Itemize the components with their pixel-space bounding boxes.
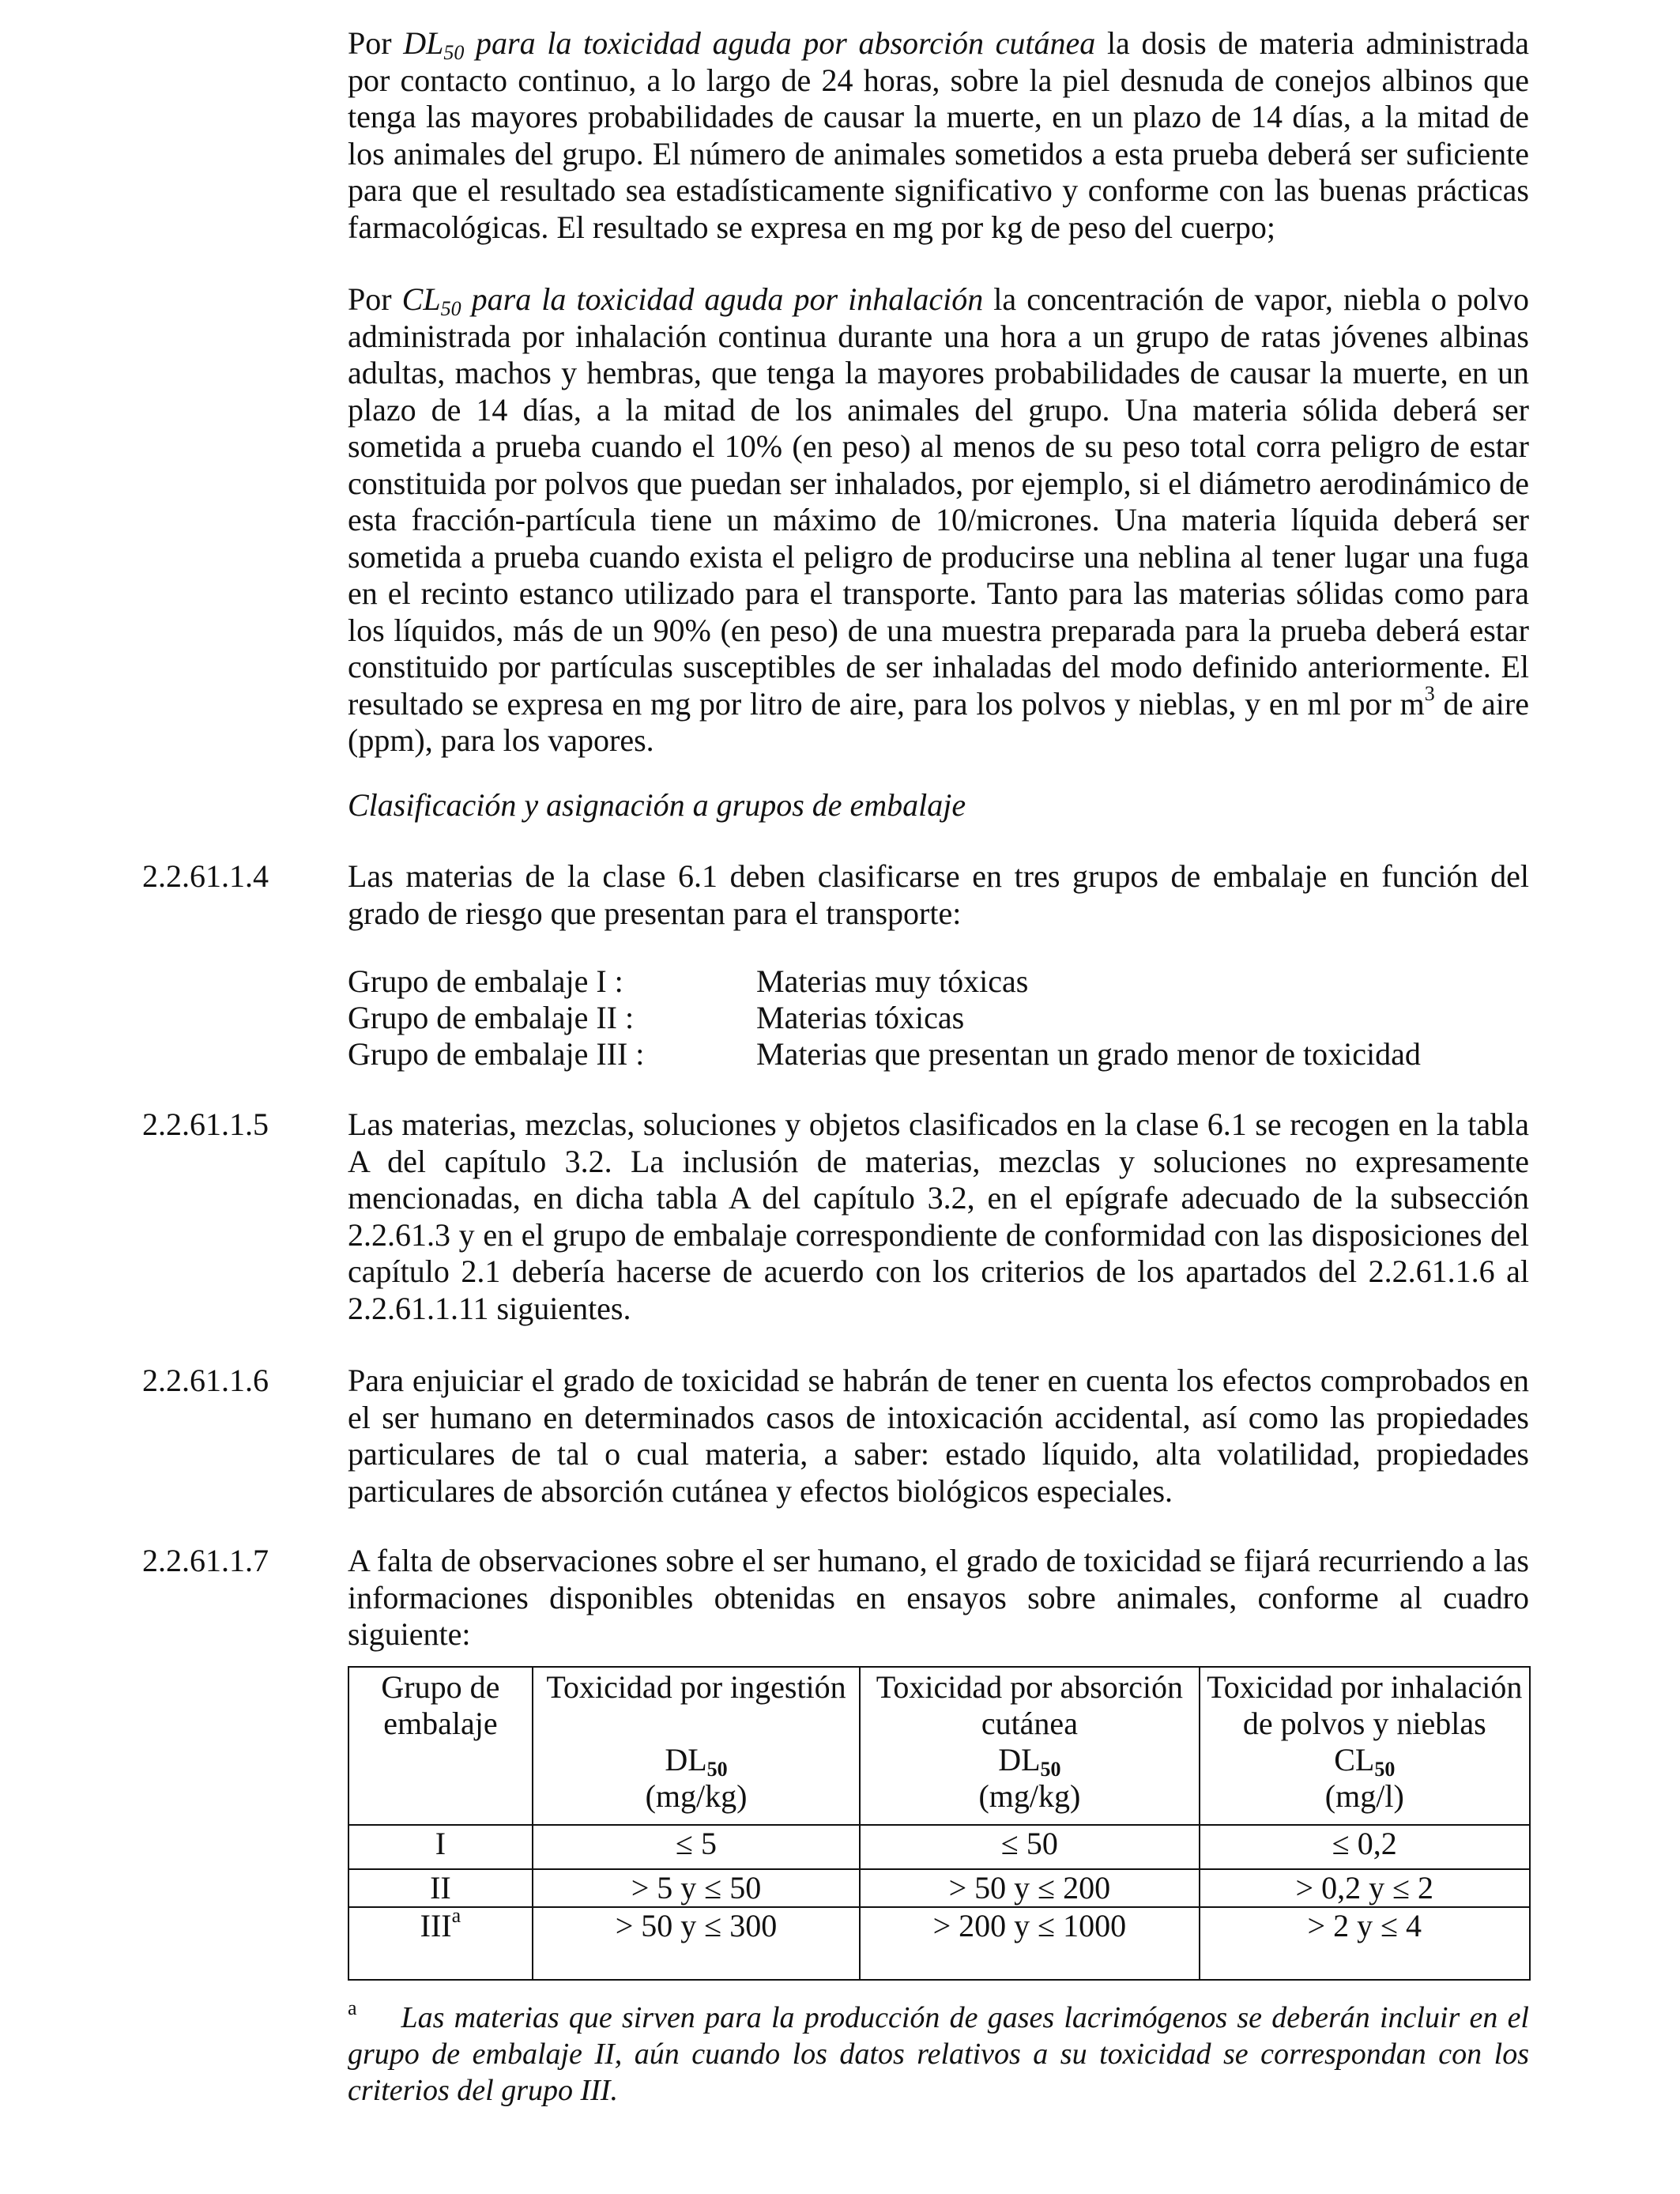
cl50-term-main: CL [401, 281, 441, 317]
cell-group-footnote-mark: a [451, 1904, 461, 1927]
section-number-2-2-61-1-5: 2.2.61.1.5 [142, 1106, 269, 1142]
section-text-2-2-61-1-5: Las materias, mezclas, soluciones y objetos clasificados en la clase 6.1 se recogen en la tabla A del capítulo 3.2. La inclusión de materias, mezclas y soluciones no expresamente mencionadas, en dicha tabla A del capítulo 3.2, en el epígrafe adecuado de la subsección 2.2.61.3 y en el grupo de embalaje correspondiente de conformidad con las disposiciones del capítulo 2.1 debería hacerse de acuerdo con los criterios de los apartados del 2.2.61.1.6 al 2.2.61.1.11 siguientes. [348, 1106, 1529, 1326]
cl50-body-end: de aire (ppm), para los vapores. [348, 685, 1529, 758]
cell-ingestion: > 5 y ≤ 50 [533, 1869, 860, 1907]
header-packing-group-line1: Grupo de [381, 1669, 500, 1705]
cell-group [348, 1904, 533, 1980]
footnote-text: Las materias que sirven para la producción de gases lacrimógenos se deberán incluir en el grupo de embalaje II, aún cuando los datos relativos a su toxicidad se correspondan con los criterios del grupo III. [348, 2001, 1529, 2107]
cell-group: II [348, 1869, 533, 1907]
header-dermal-sub: 50 [1040, 1758, 1061, 1781]
cell-dermal: > 50 y ≤ 200 [860, 1869, 1199, 1907]
packing-group-desc-2: Materias tóxicas [756, 1000, 965, 1035]
header-ingestion-unit: (mg/kg) [645, 1778, 748, 1814]
dl50-lead: Por [348, 25, 404, 61]
header-ingestion-line1: Toxicidad por ingestión [546, 1669, 846, 1705]
table-header-row [348, 1667, 1530, 1825]
header-ingestion-spacer [533, 1706, 859, 1742]
header-inhalation-sub: 50 [1374, 1758, 1396, 1781]
packing-group-label-3: Grupo de embalaje III : [348, 1036, 645, 1072]
cl50-term-rest: para la toxicidad aguda por inhalación [461, 281, 984, 317]
cell-inhalation: > 2 y ≤ 4 [1200, 1907, 1530, 1980]
packing-group-label-2: Grupo de embalaje II : [348, 1000, 635, 1035]
section-heading: Clasificación y asignación a grupos de embalaje [348, 787, 966, 823]
section-number-2-2-61-1-7: 2.2.61.1.7 [142, 1543, 269, 1578]
header-inhalation-symbol [1200, 1742, 1529, 1781]
header-inhalation-line2: de polvos y nieblas [1242, 1706, 1486, 1741]
header-dermal-symbol [861, 1742, 1198, 1781]
header-ingestion [533, 1667, 860, 1825]
cell-inhalation: > 0,2 y ≤ 2 [1200, 1869, 1530, 1907]
table-row [348, 1907, 1530, 1980]
dl50-term-sub: 50 [443, 41, 465, 64]
dl50-term-rest: para la toxicidad aguda por absorción cutánea [464, 25, 1096, 61]
cl50-body: la concentración de vapor, niebla o polvo administrada por inhalación continua durante una hora a un grupo de ratas jóvenes albinas adultas, machos y hembras, que tenga la mayores probabilidades de causar la muerte, en un plazo de 14 días, a la mitad de los animales del grupo. Una materia sólida deberá ser sometida a prueba cuando el 10% (en peso) al menos de su peso total corra peligro de estar constituida por polvos que puedan ser inhalados, por ejemplo, si el diámetro aerodinámico de esta fracción-partícula tiene un máximo de 10/micrones. Una materia líquida deberá ser sometida a prueba cuando exista el peligro de producirse una neblina al tener lugar una fuga en el recinto estanco utilizado para el transporte. Tanto para las materias sólidas como para los líquidos, más de un 90% (en peso) de una muestra preparada para la prueba deberá estar constituido por partículas susceptibles de ser inhaladas del modo definido anteriormente. El resultado se expresa en mg por litro de aire, para los polvos y nieblas, y en ml por m [348, 281, 1529, 722]
header-dermal-line2: cutánea [981, 1706, 1078, 1741]
packing-group-desc-1: Materias muy tóxicas [756, 963, 1029, 999]
cl50-term-sub: 50 [440, 297, 461, 320]
header-packing-group [348, 1667, 533, 1825]
packing-group-label-1: Grupo de embalaje I : [348, 963, 623, 999]
header-inhalation-unit: (mg/l) [1324, 1778, 1404, 1814]
section-number-2-2-61-1-6: 2.2.61.1.6 [142, 1363, 269, 1398]
header-dermal-line1: Toxicidad por absorción [876, 1669, 1183, 1705]
table-row [348, 1869, 1530, 1907]
footnote-mark: a [348, 1996, 357, 2019]
header-dermal-unit: (mg/kg) [978, 1778, 1081, 1814]
cell-inhalation: ≤ 0,2 [1200, 1825, 1530, 1869]
cell-group: I [348, 1825, 533, 1869]
dl50-term-main: DL [403, 25, 444, 61]
dl50-term [403, 25, 1096, 64]
cell-ingestion: ≤ 5 [533, 1825, 860, 1869]
cl50-term [401, 281, 984, 320]
cell-group-text: III [420, 1908, 452, 1943]
header-inhalation [1200, 1667, 1530, 1825]
cl50-body-superscript: 3 [1424, 681, 1435, 705]
header-ingestion-sym: DL [665, 1742, 707, 1777]
section-number-2-2-61-1-4: 2.2.61.1.4 [142, 858, 269, 894]
table-footnote [348, 1996, 1529, 2109]
packing-group-desc-3: Materias que presentan un grado menor de toxicidad [756, 1036, 1421, 1072]
header-dermal-sym: DL [998, 1742, 1041, 1777]
cl50-lead: Por [348, 281, 402, 317]
header-ingestion-symbol [533, 1742, 859, 1781]
section-text-2-2-61-1-4: Las materias de la clase 6.1 deben clasificarse en tres grupos de embalaje en función del grado de riesgo que presentan para el transporte: [348, 858, 1529, 931]
table-row [348, 1825, 1530, 1869]
dl50-definition-paragraph [348, 25, 1529, 246]
cell-dermal: > 200 y ≤ 1000 [860, 1907, 1199, 1980]
header-inhalation-line1: Toxicidad por inhalación [1207, 1669, 1523, 1705]
dl50-body: la dosis de materia administrada por contacto continuo, a lo largo de 24 horas, sobre la piel desnuda de conejos albinos que tenga las mayores probabilidades de causar la muerte, en un plazo de 14 días, a la mitad de los animales del grupo. El número de animales sometidos a esta prueba deberá ser suficiente para que el resultado sea estadísticamente significativo y conforme con las buenas prácticas farmacológicas. El resultado se expresa en mg por kg de peso del cuerpo; [348, 25, 1530, 245]
header-packing-group-line2: embalaje [383, 1706, 498, 1741]
section-text-2-2-61-1-6: Para enjuiciar el grado de toxicidad se habrán de tener en cuenta los efectos comprobados en el ser humano en determinados casos de intoxicación accidental, así como las propiedades particulares de tal o cual materia, a saber: estado líquido, alta volatilidad, propiedades particulares de absorción cutánea y efectos biológicos especiales. [348, 1363, 1529, 1509]
header-inhalation-sym: CL [1334, 1742, 1375, 1777]
cell-dermal: ≤ 50 [860, 1825, 1199, 1869]
header-dermal [860, 1667, 1199, 1825]
toxicity-table [348, 1666, 1531, 1981]
cl50-definition-paragraph [348, 281, 1529, 760]
cell-ingestion: > 50 y ≤ 300 [533, 1907, 860, 1980]
header-ingestion-sub: 50 [706, 1758, 728, 1781]
section-text-2-2-61-1-7: A falta de observaciones sobre el ser humano, el grado de toxicidad se fijará recurriendo a las informaciones disponibles obtenidas en ensayos sobre animales, conforme al cuadro siguiente: [348, 1543, 1529, 1652]
